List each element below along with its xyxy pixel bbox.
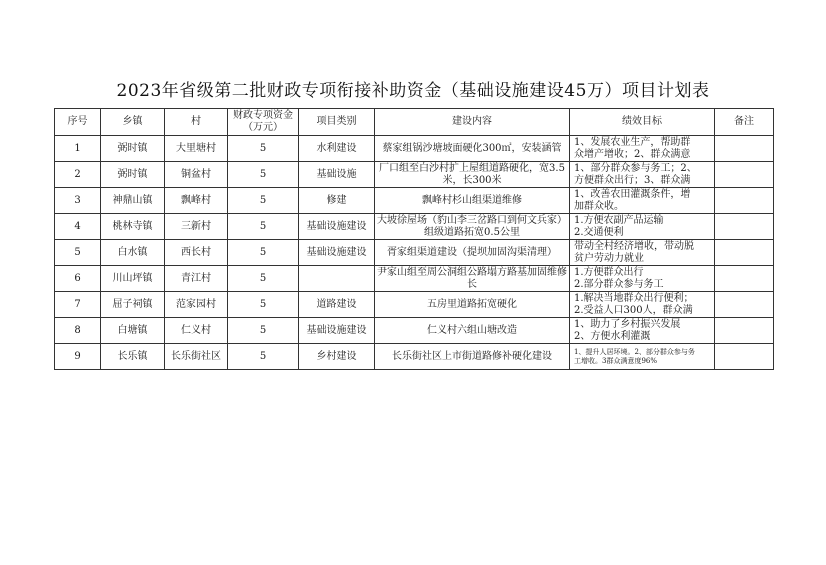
goal-line: 2.部分群众参与务工 <box>574 278 664 290</box>
header-town: 乡镇 <box>101 109 165 136</box>
cell-goal <box>570 214 715 240</box>
goal-line: 1、发展农业生产，帮助群 <box>574 136 691 148</box>
header-note: 备注 <box>715 109 774 136</box>
cell-village: 仁义村 <box>165 318 228 344</box>
cell-content: 蔡家组锅沙塘坡面硬化300㎡，安装涵管 <box>375 136 570 162</box>
cell-no: 5 <box>55 240 101 266</box>
cell-content: 长乐街社区上市街道路修补硬化建设 <box>375 344 570 370</box>
cell-fund: 5 <box>228 188 299 214</box>
cell-town: 桃林寺镇 <box>101 214 165 240</box>
cell-fund: 5 <box>228 240 299 266</box>
cell-fund: 5 <box>228 214 299 240</box>
header-village: 村 <box>165 109 228 136</box>
cell-town: 神鼎山镇 <box>101 188 165 214</box>
cell-note <box>715 162 774 188</box>
cell-village: 三新村 <box>165 214 228 240</box>
goal-line: 贫户劳动力就业 <box>574 252 644 264</box>
cell-town: 白水镇 <box>101 240 165 266</box>
header-no: 序号 <box>55 109 101 136</box>
goal-line: 1.解决当地群众出行便利； <box>574 292 694 304</box>
goal-line: 1.方便农副产品运输 <box>574 214 664 226</box>
cell-note <box>715 292 774 318</box>
cell-goal <box>570 292 715 318</box>
cell-village: 长乐街社区 <box>165 344 228 370</box>
cell-no: 1 <box>55 136 101 162</box>
header-fund: 财政专项资金（万元） <box>228 109 299 136</box>
cell-town: 弼时镇 <box>101 162 165 188</box>
cell-village: 大里塘村 <box>165 136 228 162</box>
cell-town: 川山坪镇 <box>101 266 165 292</box>
cell-no: 6 <box>55 266 101 292</box>
cell-type: 道路建设 <box>299 292 375 318</box>
cell-content: 大坡徐屋场（豹山李三岔路口到何文兵家）组级道路拓宽0.5公里 <box>375 214 570 240</box>
cell-type: 基础设施建设 <box>299 240 375 266</box>
cell-type <box>299 266 375 292</box>
goal-line: 2、方便水利灌溉 <box>574 330 651 342</box>
table-header-row <box>55 109 774 136</box>
cell-note <box>715 266 774 292</box>
table-row <box>55 318 774 344</box>
cell-no: 9 <box>55 344 101 370</box>
table-row <box>55 344 774 370</box>
cell-type: 基础设施建设 <box>299 214 375 240</box>
header-goal: 绩效目标 <box>570 109 715 136</box>
cell-content: 尹家山组至周公洞组公路塌方路基加固维修长 <box>375 266 570 292</box>
table-row <box>55 188 774 214</box>
cell-village: 飘峰村 <box>165 188 228 214</box>
cell-content: 胥家组渠道建设（提坝加固沟渠清理） <box>375 240 570 266</box>
cell-no: 3 <box>55 188 101 214</box>
goal-line: 1、部分群众参与务工；2、 <box>574 162 697 174</box>
cell-village: 铜盆村 <box>165 162 228 188</box>
cell-note <box>715 188 774 214</box>
goal-line: 1、助力了乡村振兴发展 <box>574 318 681 330</box>
goal-line: 1、改善农田灌溉条件，增 <box>574 188 691 200</box>
cell-content: 五房里道路拓宽硬化 <box>375 292 570 318</box>
cell-goal <box>570 240 715 266</box>
cell-village: 范家园村 <box>165 292 228 318</box>
cell-no: 4 <box>55 214 101 240</box>
header-content: 建设内容 <box>375 109 570 136</box>
cell-town: 弼时镇 <box>101 136 165 162</box>
cell-town: 白塘镇 <box>101 318 165 344</box>
cell-village: 青江村 <box>165 266 228 292</box>
cell-type: 基础设施 <box>299 162 375 188</box>
cell-fund: 5 <box>228 318 299 344</box>
cell-goal <box>570 266 715 292</box>
cell-no: 8 <box>55 318 101 344</box>
cell-fund: 5 <box>228 136 299 162</box>
goal-line: 方便群众出行；3、群众满 <box>574 174 691 186</box>
cell-goal <box>570 344 715 370</box>
cell-type: 基础设施建设 <box>299 318 375 344</box>
cell-note <box>715 344 774 370</box>
goal-line: 1、提升人居环境。2、部分群众参与务 <box>574 347 695 356</box>
cell-type: 乡村建设 <box>299 344 375 370</box>
cell-village: 西长村 <box>165 240 228 266</box>
goal-line: 带动全村经济增收，带动脱 <box>574 240 694 252</box>
table-row <box>55 214 774 240</box>
goal-line: 1.方便群众出行 <box>574 266 644 278</box>
table-row <box>55 136 774 162</box>
cell-town: 屈子祠镇 <box>101 292 165 318</box>
cell-fund: 5 <box>228 266 299 292</box>
cell-content: 仁义村六组山塘改造 <box>375 318 570 344</box>
project-plan-table <box>54 108 774 370</box>
cell-fund: 5 <box>228 344 299 370</box>
goal-line: 2.交通便利 <box>574 226 624 238</box>
cell-goal <box>570 136 715 162</box>
cell-fund: 5 <box>228 292 299 318</box>
table-row <box>55 266 774 292</box>
goal-line: 加群众收。 <box>574 200 624 212</box>
goal-line: 工增收。3群众满意度96% <box>574 356 658 365</box>
cell-type: 水利建设 <box>299 136 375 162</box>
cell-content: 飘峰村杉山组渠道维修 <box>375 188 570 214</box>
cell-type: 修建 <box>299 188 375 214</box>
cell-note <box>715 136 774 162</box>
page-title: 2023年省级第二批财政专项衔接补助资金（基础设施建设45万）项目计划表 <box>116 81 710 101</box>
goal-line: 众增产增收；2、群众满意 <box>574 148 691 160</box>
cell-note <box>715 318 774 344</box>
cell-no: 2 <box>55 162 101 188</box>
goal-line: 2.受益人口300人，群众满 <box>574 304 693 316</box>
header-type: 项目类别 <box>299 109 375 136</box>
table-row <box>55 162 774 188</box>
cell-note <box>715 214 774 240</box>
table-row <box>55 292 774 318</box>
table-row <box>55 240 774 266</box>
cell-fund: 5 <box>228 162 299 188</box>
cell-goal <box>570 162 715 188</box>
cell-note <box>715 240 774 266</box>
cell-content: 厂口组至白沙村扩上屋组道路硬化，宽3.5米，长300米 <box>375 162 570 188</box>
cell-no: 7 <box>55 292 101 318</box>
cell-town: 长乐镇 <box>101 344 165 370</box>
cell-goal <box>570 318 715 344</box>
cell-goal <box>570 188 715 214</box>
